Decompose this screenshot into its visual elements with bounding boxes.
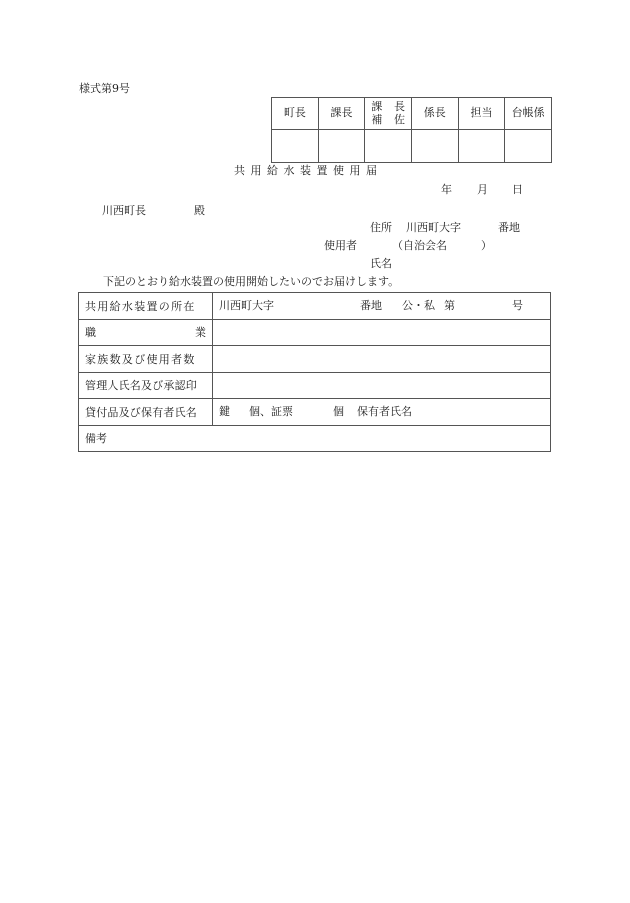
value-occupation[interactable] <box>213 319 551 346</box>
date-year-label: 年 <box>441 183 452 196</box>
header-staff: 担当 <box>458 98 505 130</box>
location-suffix: 番地 <box>360 298 382 312</box>
value-loaned-items[interactable] <box>213 399 551 426</box>
approval-stamp-table <box>271 97 552 163</box>
table-row <box>79 372 551 399</box>
label-loaned-items: 貸付品及び保有者氏名 <box>79 399 213 426</box>
header-ledger-clerk: 台帳係 <box>505 98 552 130</box>
label-household-users: 家族数及び使用者数 <box>79 346 213 373</box>
user-label: 使用者 <box>324 239 357 252</box>
key-label: 鍵 <box>219 404 230 418</box>
location-number-prefix: 第 <box>444 298 455 312</box>
date-month-label: 月 <box>477 183 488 196</box>
header-mayor: 町長 <box>272 98 319 130</box>
date-day-label: 日 <box>512 183 523 196</box>
table-row <box>79 399 551 426</box>
label-manager-approval: 管理人氏名及び承認印 <box>79 372 213 399</box>
stamp-cell-subsection-chief[interactable] <box>411 130 458 163</box>
table-row <box>79 293 551 320</box>
address-prefix: 川西町大字 <box>406 221 461 234</box>
header-assistant-chief: 課 長 補 佐 <box>365 98 412 130</box>
table-row <box>79 319 551 346</box>
remarks-cell[interactable] <box>79 425 551 452</box>
stamp-cell-assistant-chief[interactable] <box>365 130 412 163</box>
form-number: 様式第9号 <box>79 82 130 95</box>
value-manager-approval[interactable] <box>213 372 551 399</box>
stamp-cell-mayor[interactable] <box>272 130 319 163</box>
header-subsection-chief: 係長 <box>411 98 458 130</box>
table-row <box>79 425 551 452</box>
address-label: 住所 <box>370 221 392 234</box>
label-occupation: 職 業 <box>79 319 213 346</box>
association-close: ） <box>481 239 492 252</box>
addressee-name: 川西町長 <box>102 204 146 217</box>
association-label: （自治会名 <box>392 239 447 252</box>
form-title: 共 用 給 水 装 置 使 用 届 <box>234 164 378 177</box>
header-section-chief: 課長 <box>318 98 365 130</box>
value-household-users[interactable] <box>213 346 551 373</box>
stamp-cell-ledger-clerk[interactable] <box>505 130 552 163</box>
stamp-cell-section-chief[interactable] <box>318 130 365 163</box>
cert-count-label: 個 <box>333 404 344 418</box>
name-label: 氏名 <box>370 257 392 270</box>
key-count-cert-label: 個、証票 <box>249 404 293 418</box>
holder-name-label: 保有者氏名 <box>357 404 412 418</box>
location-public-private: 公・私 <box>402 298 435 312</box>
statement-text: 下記のとおり給水装置の使用開始したいのでお届けします。 <box>103 275 400 288</box>
addressee-honorific: 殿 <box>194 204 205 217</box>
stamp-cell-staff[interactable] <box>458 130 505 163</box>
label-location: 共用給水装置の所在 <box>79 293 213 320</box>
location-prefix: 川西町大字 <box>219 298 274 312</box>
location-number-suffix: 号 <box>512 298 523 312</box>
value-location[interactable] <box>213 293 551 320</box>
table-row <box>79 346 551 373</box>
address-suffix: 番地 <box>498 221 520 234</box>
remarks-label: 備考 <box>85 432 107 446</box>
details-table <box>78 292 551 452</box>
